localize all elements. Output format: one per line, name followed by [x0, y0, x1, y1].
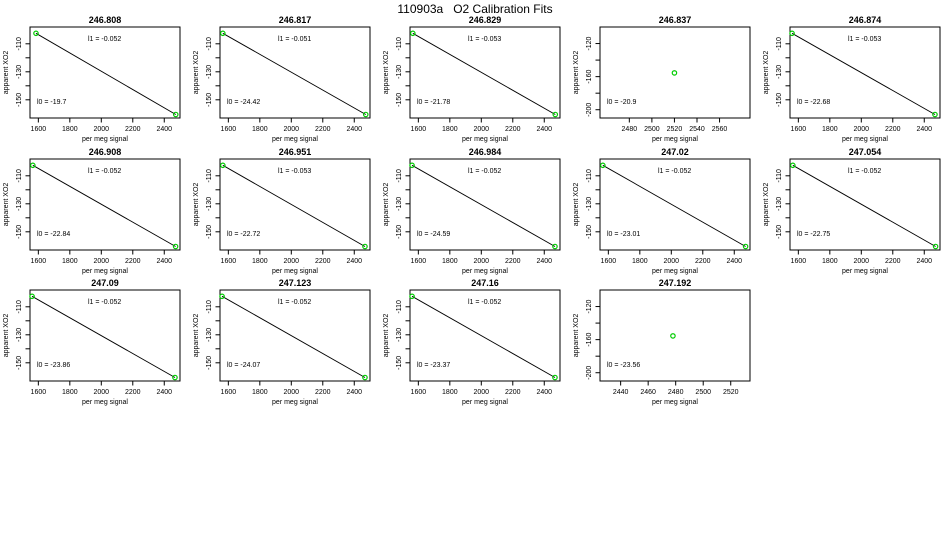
data-point [672, 71, 676, 75]
y-axis-label: apparent XO2 [193, 50, 200, 95]
x-tick-label: 2200 [314, 389, 331, 396]
y-tick-label: -130 [776, 64, 783, 79]
x-tick-label: 1600 [790, 126, 807, 133]
y-tick-label: -130 [16, 64, 23, 79]
x-axis-label: per meg signal [272, 136, 318, 143]
x-tick-label: 2440 [612, 389, 629, 396]
x-tick-label: 1600 [410, 258, 427, 265]
y-tick-label: -130 [396, 64, 403, 79]
x-tick-label: 2000 [93, 126, 110, 133]
x-tick-label: 1800 [252, 126, 268, 133]
y-tick-label: -110 [396, 37, 403, 51]
x-axis-label: per meg signal [652, 268, 698, 275]
y-axis-label: apparent XO2 [193, 182, 200, 227]
x-tick-label: 2000 [663, 258, 680, 265]
mini-chart [760, 146, 950, 277]
chart-title: 246.829 [468, 15, 502, 25]
x-tick-label: 2000 [283, 258, 300, 265]
calibration-plot-cell [190, 14, 380, 145]
y-tick-label: -150 [16, 224, 23, 239]
x-tick-label: 1600 [30, 389, 47, 396]
y-tick-label: -200 [586, 102, 593, 117]
mini-chart [380, 14, 570, 145]
x-tick-label: 2000 [473, 389, 490, 396]
chart-title: 247.16 [471, 278, 499, 288]
y-tick-label: -150 [776, 224, 783, 239]
x-tick-label: 2520 [666, 126, 683, 133]
x-tick-label: 2200 [884, 126, 901, 133]
x-axis-label: per meg signal [652, 136, 698, 143]
x-axis-label: per meg signal [272, 399, 318, 406]
x-axis-label: per meg signal [462, 399, 508, 406]
x-tick-label: 1800 [442, 258, 458, 265]
x-tick-label: 2560 [711, 126, 728, 133]
x-tick-label: 1600 [220, 258, 237, 265]
mini-chart [380, 146, 570, 277]
y-tick-label: -150 [396, 92, 403, 107]
l1-annotation: l1 = -0.052 [88, 36, 122, 43]
x-tick-label: 2000 [853, 126, 870, 133]
y-tick-label: -110 [206, 300, 213, 314]
data-point [671, 334, 675, 338]
mini-chart [0, 14, 190, 145]
x-tick-label: 1600 [600, 258, 617, 265]
y-axis-label: apparent XO2 [383, 182, 390, 227]
calibration-plot-cell [760, 14, 950, 145]
x-tick-label: 1800 [62, 258, 78, 265]
x-tick-label: 1600 [790, 258, 807, 265]
chart-title: 246.951 [278, 147, 312, 157]
l0-annotation: l0 = -23.56 [607, 362, 641, 369]
x-axis-label: per meg signal [82, 268, 128, 275]
data-point [790, 31, 794, 35]
l1-annotation: l1 = -0.052 [278, 299, 312, 306]
calibration-plot-cell [380, 146, 570, 277]
y-tick-label: -110 [206, 169, 213, 183]
y-tick-label: -130 [206, 196, 213, 211]
x-tick-label: 2400 [156, 389, 173, 396]
y-tick-label: -110 [16, 300, 23, 314]
x-tick-label: 2000 [853, 258, 870, 265]
y-tick-label: -150 [206, 224, 213, 239]
x-tick-label: 2500 [695, 389, 712, 396]
chart-title: 247.09 [91, 278, 119, 288]
y-axis-label: apparent XO2 [3, 313, 10, 358]
mini-chart [0, 277, 190, 408]
l1-annotation: l1 = -0.052 [468, 168, 502, 175]
y-tick-label: -110 [776, 37, 783, 51]
mini-chart [380, 277, 570, 408]
x-tick-label: 2400 [536, 389, 553, 396]
x-tick-label: 2000 [93, 258, 110, 265]
y-axis-label: apparent XO2 [573, 50, 580, 95]
y-tick-label: -150 [206, 355, 213, 370]
l0-annotation: l0 = -21.78 [417, 99, 451, 106]
x-tick-label: 1800 [632, 258, 648, 265]
x-tick-label: 2000 [283, 126, 300, 133]
x-tick-label: 1600 [410, 126, 427, 133]
l1-annotation: l1 = -0.052 [848, 168, 882, 175]
x-tick-label: 2400 [156, 258, 173, 265]
x-tick-label: 2460 [640, 389, 656, 396]
x-axis-label: per meg signal [842, 136, 888, 143]
data-point [411, 31, 415, 35]
l0-annotation: l0 = -22.72 [227, 231, 261, 238]
page-title: 110903a O2 Calibration Fits [397, 2, 553, 16]
y-axis-label: apparent XO2 [573, 182, 580, 227]
l0-annotation: l0 = -22.84 [37, 231, 71, 238]
x-axis-label: per meg signal [652, 399, 698, 406]
y-tick-label: -150 [16, 355, 23, 370]
calibration-plot-cell [380, 277, 570, 408]
y-tick-label: -130 [586, 196, 593, 211]
y-axis-label: apparent XO2 [573, 313, 580, 358]
y-tick-label: -150 [776, 92, 783, 107]
x-tick-label: 2520 [722, 389, 739, 396]
l0-annotation: l0 = -24.42 [227, 99, 261, 106]
l0-annotation: l0 = -23.37 [417, 362, 451, 369]
data-point [601, 163, 605, 167]
x-tick-label: 2200 [504, 389, 521, 396]
l0-annotation: l0 = -24.59 [417, 231, 451, 238]
mini-chart [190, 277, 380, 408]
x-tick-label: 2400 [346, 126, 363, 133]
data-point [220, 294, 224, 298]
l1-annotation: l1 = -0.052 [658, 168, 692, 175]
calibration-plot-cell [380, 14, 570, 145]
l0-annotation: l0 = -20.9 [607, 99, 637, 106]
mini-chart [760, 14, 950, 145]
x-axis-label: per meg signal [462, 136, 508, 143]
x-tick-label: 2400 [346, 389, 363, 396]
y-tick-label: -120 [586, 36, 593, 51]
x-tick-label: 1800 [822, 126, 838, 133]
x-tick-label: 2200 [124, 389, 141, 396]
data-point [743, 244, 747, 248]
x-tick-label: 1800 [442, 126, 458, 133]
chart-title: 246.984 [468, 147, 502, 157]
mini-chart [570, 277, 760, 408]
y-axis-label: apparent XO2 [3, 182, 10, 227]
y-tick-label: -110 [776, 169, 783, 183]
y-tick-label: -150 [396, 224, 403, 239]
x-tick-label: 1600 [220, 389, 237, 396]
x-tick-label: 1800 [62, 126, 78, 133]
x-tick-label: 2400 [536, 126, 553, 133]
x-tick-label: 2400 [916, 126, 933, 133]
chart-title: 246.908 [88, 147, 122, 157]
l1-annotation: l1 = -0.053 [848, 36, 882, 43]
chart-title: 246.817 [278, 15, 312, 25]
y-tick-label: -160 [586, 69, 593, 84]
l1-annotation: l1 = -0.051 [278, 36, 312, 43]
x-tick-label: 2200 [124, 258, 141, 265]
calibration-plot-cell [0, 14, 190, 145]
x-tick-label: 1600 [220, 126, 237, 133]
data-point [933, 244, 937, 248]
chart-title: 247.192 [658, 278, 692, 288]
x-tick-label: 2000 [93, 389, 110, 396]
data-point [410, 294, 414, 298]
y-tick-label: -130 [206, 64, 213, 79]
x-tick-label: 2480 [621, 126, 638, 133]
x-tick-label: 2200 [504, 126, 521, 133]
chart-title: 247.02 [661, 147, 689, 157]
mini-chart [190, 14, 380, 145]
y-tick-label: -130 [396, 196, 403, 211]
y-axis-label: apparent XO2 [763, 50, 770, 95]
x-tick-label: 1600 [30, 258, 47, 265]
y-tick-label: -200 [586, 365, 593, 380]
calibration-plot-cell [570, 14, 760, 145]
x-tick-label: 2400 [536, 258, 553, 265]
x-tick-label: 2000 [283, 389, 300, 396]
y-axis-label: apparent XO2 [383, 313, 390, 358]
l0-annotation: l0 = -22.75 [797, 231, 831, 238]
y-axis-label: apparent XO2 [763, 182, 770, 227]
l1-annotation: l1 = -0.052 [88, 299, 122, 306]
y-axis-label: apparent XO2 [3, 50, 10, 95]
calibration-plot-cell [190, 146, 380, 277]
chart-title: 246.874 [848, 15, 882, 25]
x-axis-label: per meg signal [462, 268, 508, 275]
y-tick-label: -150 [206, 92, 213, 107]
y-axis-label: apparent XO2 [193, 313, 200, 358]
x-tick-label: 2400 [726, 258, 743, 265]
y-tick-label: -130 [16, 327, 23, 342]
l0-annotation: l0 = -22.68 [797, 99, 831, 106]
x-tick-label: 2200 [504, 258, 521, 265]
y-tick-label: -110 [396, 300, 403, 314]
x-tick-label: 1800 [62, 389, 78, 396]
data-point [791, 163, 795, 167]
calibration-plot-cell [0, 277, 190, 408]
x-tick-label: 2000 [473, 258, 490, 265]
x-tick-label: 2480 [667, 389, 684, 396]
y-tick-label: -160 [586, 332, 593, 347]
x-tick-label: 1800 [822, 258, 838, 265]
chart-title: 246.837 [658, 15, 692, 25]
y-tick-label: -120 [586, 299, 593, 314]
x-axis-label: per meg signal [272, 268, 318, 275]
x-tick-label: 1600 [410, 389, 427, 396]
chart-title: 246.808 [88, 15, 122, 25]
l0-annotation: l0 = -24.07 [227, 362, 261, 369]
x-tick-label: 1800 [252, 258, 268, 265]
y-tick-label: -110 [206, 37, 213, 51]
y-tick-label: -130 [16, 196, 23, 211]
x-tick-label: 1600 [30, 126, 47, 133]
x-axis-label: per meg signal [82, 136, 128, 143]
l0-annotation: l0 = -23.86 [37, 362, 71, 369]
y-tick-label: -110 [16, 169, 23, 183]
calibration-plot-cell [0, 146, 190, 277]
y-tick-label: -150 [396, 355, 403, 370]
x-tick-label: 2400 [156, 126, 173, 133]
x-tick-label: 1800 [442, 389, 458, 396]
chart-title: 247.123 [278, 278, 312, 288]
mini-chart [190, 146, 380, 277]
y-tick-label: -130 [396, 327, 403, 342]
calibration-plot-cell [570, 277, 760, 408]
l0-annotation: l0 = -19.7 [37, 99, 67, 106]
l1-annotation: l1 = -0.053 [468, 36, 502, 43]
x-tick-label: 2200 [314, 126, 331, 133]
y-tick-label: -110 [586, 169, 593, 183]
l0-annotation: l0 = -23.01 [607, 231, 641, 238]
l1-annotation: l1 = -0.053 [278, 168, 312, 175]
x-tick-label: 2200 [314, 258, 331, 265]
y-tick-label: -110 [16, 37, 23, 51]
x-tick-label: 2500 [644, 126, 660, 133]
x-tick-label: 2200 [124, 126, 141, 133]
x-tick-label: 2200 [884, 258, 901, 265]
calibration-plot-cell [190, 277, 380, 408]
x-tick-label: 2400 [916, 258, 933, 265]
calibration-plot-cell [760, 146, 950, 277]
y-tick-label: -150 [16, 92, 23, 107]
y-tick-label: -130 [206, 327, 213, 342]
x-tick-label: 2000 [473, 126, 490, 133]
chart-title: 247.054 [848, 147, 882, 157]
y-axis-label: apparent XO2 [383, 50, 390, 95]
y-tick-label: -150 [586, 224, 593, 239]
x-axis-label: per meg signal [82, 399, 128, 406]
mini-chart [570, 146, 760, 277]
y-tick-label: -130 [776, 196, 783, 211]
l1-annotation: l1 = -0.052 [468, 299, 502, 306]
data-point [30, 294, 34, 298]
data-point [410, 163, 414, 167]
mini-chart [0, 146, 190, 277]
x-tick-label: 1800 [252, 389, 268, 396]
y-tick-label: -110 [396, 169, 403, 183]
mini-chart [570, 14, 760, 145]
x-tick-label: 2400 [346, 258, 363, 265]
x-tick-label: 2200 [694, 258, 711, 265]
x-axis-label: per meg signal [842, 268, 888, 275]
calibration-plot-cell [570, 146, 760, 277]
l1-annotation: l1 = -0.052 [88, 168, 122, 175]
x-tick-label: 2540 [689, 126, 705, 133]
